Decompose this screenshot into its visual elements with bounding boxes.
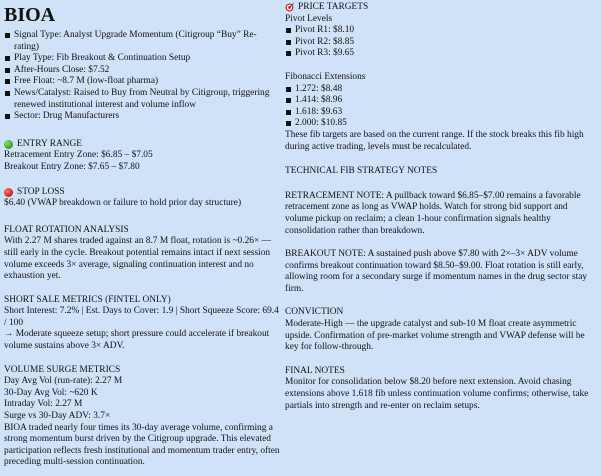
fib-text: 1.272: $8.48 xyxy=(295,83,343,94)
float-rotation-heading: FLOAT ROTATION ANALYSIS xyxy=(4,224,129,235)
pivot-item xyxy=(285,37,597,49)
green-circle-icon xyxy=(4,140,13,149)
ticker-title: BIOA xyxy=(4,4,56,26)
target-icon xyxy=(285,3,294,12)
overview-text: Play Type: Fib Breakout & Continuation Setup xyxy=(14,53,191,64)
fib-item xyxy=(285,84,597,96)
overview-item xyxy=(4,76,281,88)
pivot-text: Pivot R1: $8.10 xyxy=(295,25,355,36)
short-sale-note: → Moderate squeeze setup; short pressure could accelerate if breakout volume sustains above 3× ADV. xyxy=(4,329,270,352)
entry-breakout-zone: Breakout Entry Zone: $7.65 – $7.80 xyxy=(4,161,140,172)
left-column xyxy=(4,0,281,469)
pivot-item xyxy=(285,48,597,60)
overview-text: After-Hours Close: $7.52 xyxy=(14,64,110,75)
bullet-square-icon xyxy=(286,110,291,115)
volume-surge-text: BIOA traded nearly four times its 30-day average volume, confirming a strong momentum burst driven by the Citigroup upgrade. This elevated participation reflects fresh institutional and momentum trader entry, often preceding multi-session continuation. xyxy=(4,422,280,468)
volume-surge-heading: VOLUME SURGE METRICS xyxy=(4,364,121,375)
fib-item xyxy=(285,95,597,107)
red-circle-icon xyxy=(4,188,13,197)
bullet-square-icon xyxy=(286,40,291,45)
volume-metric: Intraday Vol: 2.27 M xyxy=(4,399,83,410)
entry-retracement-zone: Retracement Entry Zone: $6.85 – $7.05 xyxy=(4,150,153,161)
overview-text: Sector: Drug Manufacturers xyxy=(14,111,120,122)
bullet-square-icon xyxy=(5,33,10,38)
overview-item xyxy=(4,88,281,111)
overview-item xyxy=(4,111,281,123)
entry-range-heading xyxy=(4,139,281,151)
price-targets-heading xyxy=(285,2,597,14)
overview-item xyxy=(4,65,281,77)
bullet-square-icon xyxy=(5,68,10,73)
fib-targets-note: These fib targets are based on the current range. If the stock breaks this fib high during active trading, levels must be recalculated. xyxy=(285,129,584,152)
fib-extensions-title: Fibonacci Extensions xyxy=(285,71,366,82)
volume-metric: Day Avg Vol (run-rate): 2.27 M xyxy=(4,376,123,387)
pivot-levels-title: Pivot Levels xyxy=(285,13,333,24)
bullet-square-icon xyxy=(5,114,10,119)
final-notes-text: Monitor for consolidation below $8.20 before next extension. Avoid chasing extensions above 1.618 fib unless continuation volume confirms; otherwise, take partials into strength and re-enter on reclaim setups. xyxy=(285,377,589,411)
overview-list xyxy=(4,30,281,123)
short-sale-heading: SHORT SALE METRICS (FINTEL ONLY) xyxy=(4,294,171,305)
bullet-square-icon xyxy=(286,51,291,56)
price-targets-title: PRICE TARGETS xyxy=(298,2,369,12)
pivot-text: Pivot R3: $9.65 xyxy=(295,48,355,59)
float-rotation-text: With 2.27 M shares traded against an 8.7 M float, rotation is ~0.26× — still early in the cycle. Breakout potential remains intact if next session volume exceeds 3× average, signaling continuation interest and no exhaustion yet. xyxy=(4,236,271,282)
stop-loss-title: STOP LOSS xyxy=(17,186,65,197)
stop-loss-value: $6.40 (VWAP breakdown or failure to hold prior day structure) xyxy=(4,198,242,209)
pivot-text: Pivot R2: $8.85 xyxy=(295,36,355,47)
bullet-square-icon xyxy=(5,91,10,96)
right-column xyxy=(285,0,597,412)
overview-item xyxy=(4,30,281,53)
fib-item xyxy=(285,118,597,130)
breakout-note: BREAKOUT NOTE: A sustained push above $7.80 with 2×–3× ADV volume confirms breakout continuation toward $8.50–$9.00. Float rotation is still early, allowing room for a secondary surge if momentum names in the drug sector stay firm. xyxy=(285,249,588,294)
fib-text: 1.618: $9.63 xyxy=(295,106,343,117)
fib-text: 1.414: $8.96 xyxy=(295,95,343,106)
overview-text: News/Catalyst: Raised to Buy from Neutral by Citigroup, triggering renewed institutional interest and volume inflow xyxy=(14,87,270,110)
pivot-item xyxy=(285,25,597,37)
overview-item xyxy=(4,53,281,65)
fib-item xyxy=(285,107,597,119)
entry-range-title: ENTRY RANGE xyxy=(17,138,83,149)
bullet-square-icon xyxy=(286,87,291,92)
overview-text: Signal Type: Analyst Upgrade Momentum (Citigroup “Buy” Re-rating) xyxy=(14,30,257,52)
overview-text: Free Float: ~8.7 M (low-float pharma) xyxy=(14,76,159,87)
volume-metric: 30-Day Avg Vol: ~620 K xyxy=(4,387,98,398)
conviction-heading: CONVICTION xyxy=(285,307,344,318)
bullet-square-icon xyxy=(5,79,10,84)
fib-text: 2.000: $10.85 xyxy=(295,118,347,129)
technical-notes-heading: TECHNICAL FIB STRATEGY NOTES xyxy=(285,166,438,177)
volume-metric: Surge vs 30-Day ADV: 3.7× xyxy=(4,411,111,422)
bullet-square-icon xyxy=(286,28,291,33)
bullet-square-icon xyxy=(286,98,291,103)
bullet-square-icon xyxy=(5,56,10,61)
fib-list xyxy=(285,84,597,130)
short-sale-metrics: Short Interest: 7.2% | Est. Days to Cover: 1.9 | Short Squeeze Score: 69.4 / 100 xyxy=(4,306,279,328)
conviction-text: Moderate-High — the upgrade catalyst and sub-10 M float create asymmetric upside. Confirmation of pre-market volume strength and VWAP defense will be key for follow-through. xyxy=(285,319,585,353)
pivot-list xyxy=(285,25,597,60)
stop-loss-heading xyxy=(4,187,281,199)
bullet-square-icon xyxy=(286,121,291,126)
retracement-note: RETRACEMENT NOTE: A pullback toward $6.85–$7.00 remains a favorable retracement zone as long as VWAP holds. Watch for strong bid support and volume pickup on reclaim; a clean 1-hour confirmation signals healthy consolidation rather than breakdown. xyxy=(285,190,581,236)
final-notes-heading: FINAL NOTES xyxy=(285,365,345,376)
